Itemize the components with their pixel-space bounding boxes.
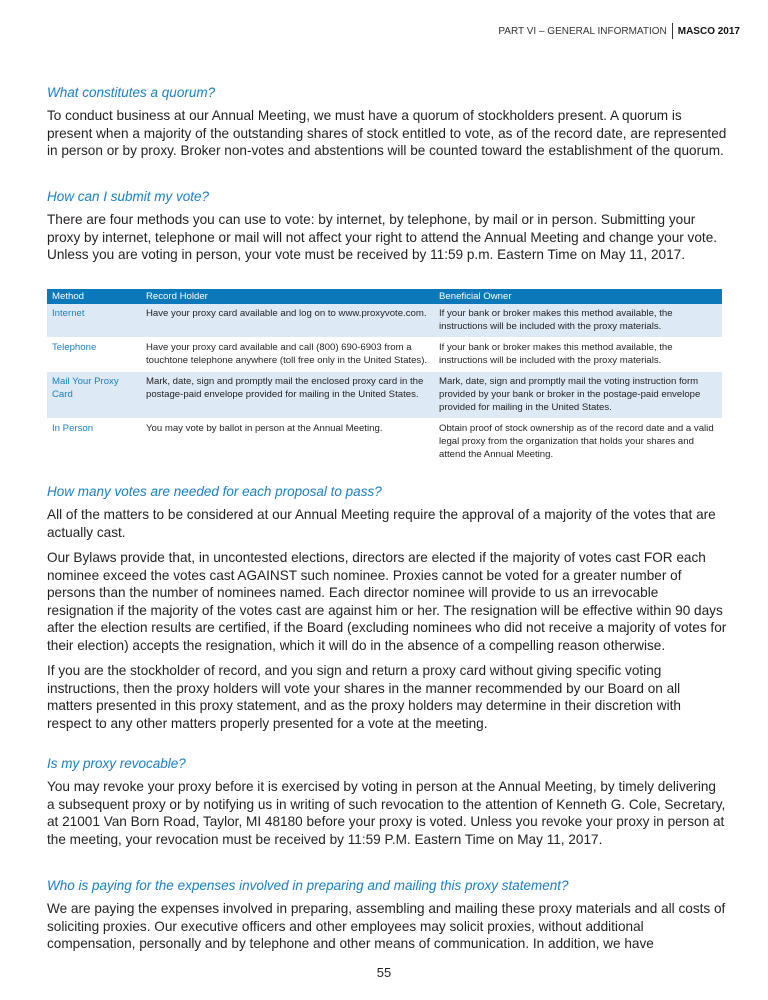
column-header: Method — [47, 289, 141, 304]
paragraph: We are paying the expenses involved in preparing, assembling and mailing these proxy materials and all costs of soliciting proxies. Our executive officers and other employees may solicit proxies, without additional compensation, personally and by telephone and other means of communication. In addition, we have — [47, 901, 726, 951]
brand-label: MASCO 2017 — [677, 25, 740, 37]
table-row — [47, 304, 722, 338]
method-cell: Telephone — [47, 338, 141, 372]
section-heading: How many votes are needed for each proposal to pass? — [47, 484, 382, 499]
paragraph: There are four methods you can use to vote: by internet, by telephone, by mail or in person. Submitting your proxy by internet, telephone or mail will not affect your right to attend the Annual Meeting and change your vote. Unless you are voting in person, your vote must be received by 11:59 p.m. Eastern Time on May 11, 2017. — [47, 212, 718, 262]
vote-methods-table — [47, 289, 722, 466]
table-row — [47, 372, 722, 419]
paragraph: If you are the stockholder of record, and you sign and return a proxy card without giving specific voting instructions, then the proxy holders will vote your shares in the manner recommended by our Board on all matters presented in this proxy statement, and as the proxy holders may determine in their discretion with respect to any other matters properly presented for a vote at the meeting. — [47, 663, 681, 731]
section-heading: What constitutes a quorum? — [47, 85, 216, 100]
beneficial-owner-cell: Mark, date, sign and promptly mail the voting instruction form provided by your bank or broker in the postage-paid envelope provided for mailing in the United States. — [434, 372, 722, 419]
section-quorum — [47, 84, 727, 160]
record-holder-cell: Have your proxy card available and log on to www.proxyvote.com. — [141, 304, 434, 338]
column-header: Record Holder — [141, 289, 434, 304]
record-holder-cell: Have your proxy card available and call (800) 690-6903 from a touchtone telephone anywhere (toll free only in the United States). — [141, 338, 434, 372]
header-divider — [672, 23, 673, 39]
paragraph: All of the matters to be considered at our Annual Meeting require the approval of a majority of the votes that are actually cast. — [47, 507, 716, 540]
table-header-row — [47, 289, 722, 304]
section-revocable — [47, 755, 727, 848]
section-expenses — [47, 877, 727, 953]
section-heading: Is my proxy revocable? — [47, 756, 186, 771]
vote-methods-table-wrap — [47, 289, 727, 466]
paragraph: Our Bylaws provide that, in uncontested elections, directors are elected if the majority of votes cast FOR each nominee exceed the votes cast AGAINST such nominee. Proxies cannot be voted for a greater number of persons than the number of nominees named. Each director nominee will provide to us an irrevocable resignation if the majority of the votes cast are against him or her. The resignation will be effective within 90 days after the election results are certified, if the Board (excluding nominees who did not receive a majority of votes for their election) accepts the resignation, which it will do in the absence of a compelling reason otherwise. — [47, 550, 727, 653]
table-row — [47, 419, 722, 466]
section-label: PART VI – GENERAL INFORMATION — [498, 25, 667, 37]
running-header — [498, 23, 740, 39]
paragraph: You may revoke your proxy before it is exercised by voting in person at the Annual Meeting, by timely delivering a subsequent proxy or by notifying us in writing of such revocation to the attention of Kenneth G. Cole, Secretary, at 21001 Van Born Road, Taylor, MI 48180 before your proxy is voted. Unless you revoke your proxy in person at the meeting, your revocation must be received by 11:59 P.M. Eastern Time on May 11, 2017. — [47, 779, 726, 847]
page-number: 55 — [376, 965, 392, 980]
column-header: Beneficial Owner — [434, 289, 722, 304]
paragraph: To conduct business at our Annual Meeting, we must have a quorum of stockholders present. A quorum is present when a majority of the outstanding shares of stock entitled to vote, as of the record date, are represented in person or by proxy. Broker non-votes and abstentions will be counted toward the establishment of the quorum. — [47, 108, 727, 158]
section-heading: Who is paying for the expenses involved in preparing and mailing this proxy statement? — [47, 878, 569, 893]
table-row — [47, 338, 722, 372]
method-cell: Mail Your Proxy Card — [47, 372, 141, 419]
beneficial-owner-cell: Obtain proof of stock ownership as of the record date and a valid legal proxy from the organization that holds your shares and attend the Annual Meeting. — [434, 419, 722, 466]
record-holder-cell: Mark, date, sign and promptly mail the enclosed proxy card in the postage-paid envelope provided for mailing in the United States. — [141, 372, 434, 419]
record-holder-cell: You may vote by ballot in person at the Annual Meeting. — [141, 419, 434, 466]
method-cell: In Person — [47, 419, 141, 466]
section-submit-vote — [47, 188, 727, 264]
section-heading: How can I submit my vote? — [47, 189, 210, 204]
section-votes-needed — [47, 483, 727, 732]
beneficial-owner-cell: If your bank or broker makes this method available, the instructions will be included with the proxy materials. — [434, 338, 722, 372]
method-cell: Internet — [47, 304, 141, 338]
beneficial-owner-cell: If your bank or broker makes this method available, the instructions will be included with the proxy materials. — [434, 304, 722, 338]
